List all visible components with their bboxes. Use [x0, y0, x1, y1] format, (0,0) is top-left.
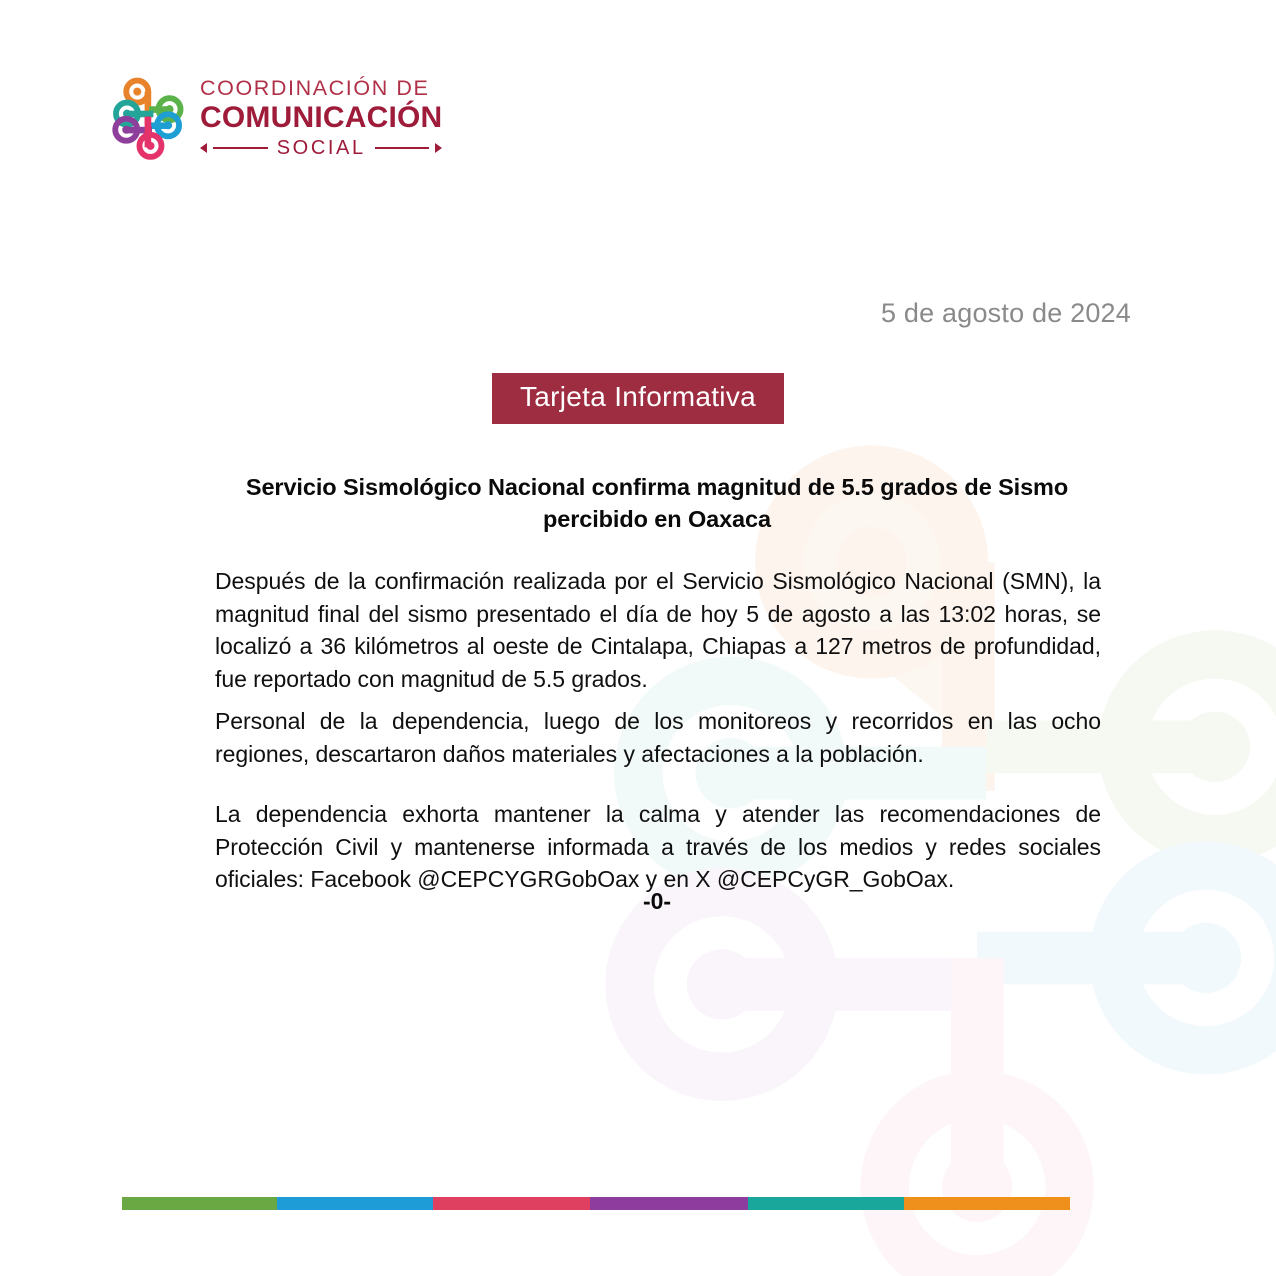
logo-line-coordinacion: COORDINACIÓN DE: [200, 76, 430, 101]
footer-color-bar: [122, 1197, 1070, 1210]
pinwheel-logo-mark: [112, 74, 186, 162]
body-paragraph-3: La dependencia exhorta mantener la calma y atender las recomendaciones de Protección Civil y mantenerse informada a través de los medios y redes sociales oficiales: Facebook @CEPCYGRGobOax y en X @CEPCyGR_GobOax.: [215, 801, 1101, 893]
end-of-release-mark: -0-: [642, 888, 672, 914]
tarjeta-informativa-badge: Tarjeta Informativa: [492, 373, 784, 424]
body-paragraph-1: Después de la confirmación realizada por el Servicio Sismológico Nacional (SMN), la magnitud final del sismo presentado el día de hoy 5 de agosto a las 13:02 horas, se localizó a 36 kilómetros al oeste de Cintalapa, Chiapas a 127 metros de profundidad, fue reportado con magnitud de 5.5 grados.: [215, 568, 1101, 692]
footer-segment-teal: [748, 1197, 904, 1210]
publication-date: 5 de agosto de 2024: [880, 298, 1131, 328]
footer-segment-purple: [590, 1197, 747, 1210]
arrow-left-icon: [200, 143, 207, 153]
footer-segment-blue: [277, 1197, 433, 1210]
coordinacion-comunicacion-social-logo: [112, 74, 442, 162]
logo-line-social: SOCIAL: [276, 136, 366, 159]
logo-line-comunicacion: COMUNICACIÓN: [200, 100, 443, 134]
logo-wordmark: [200, 78, 442, 158]
logo-line-social-row: [200, 138, 442, 158]
body-paragraph-2: Personal de la dependencia, luego de los monitoreos y recorridos en las ocho regiones, descartaron daños materiales y afectaciones a la población.: [215, 708, 1101, 767]
arrow-right-icon: [435, 143, 442, 153]
page-title: Servicio Sismológico Nacional confirma magnitud de 5.5 grados de Sismo percibido en Oaxaca: [245, 473, 1069, 533]
footer-segment-red: [433, 1197, 590, 1210]
footer-segment-green: [122, 1197, 277, 1210]
footer-segment-orange: [904, 1197, 1070, 1210]
badge-row: [0, 373, 1276, 424]
